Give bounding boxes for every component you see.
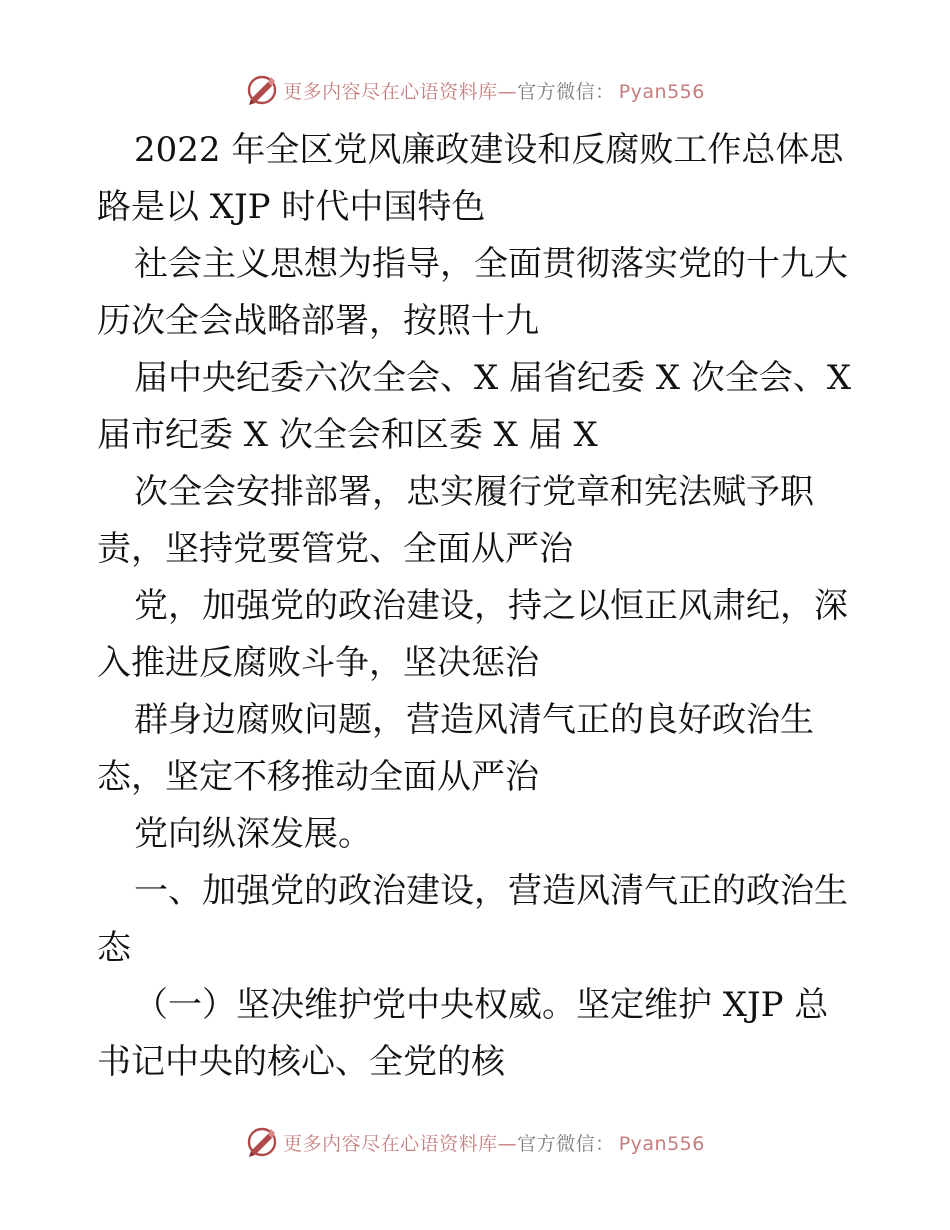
body-text-line: 责，坚持党要管党、全面从严治 (97, 529, 573, 569)
banner-wechat-label: 官方微信： (517, 1132, 615, 1155)
banner-wechat-id: Pyan556 (618, 1132, 705, 1155)
body-text-line: 态 (97, 928, 131, 968)
banner-wechat-id: Pyan556 (618, 80, 705, 103)
pen-logo-icon (245, 1125, 279, 1159)
body-text-line: 书记中央的核心、全党的核 (97, 1042, 505, 1082)
banner-title: 更多内容尽在心语资料库 (283, 80, 498, 103)
body-text-line: （一）坚决维护党中央权威。坚定维护 XJP 总 (134, 985, 829, 1025)
body-text-line: 2022 年全区党风廉政建设和反腐败工作总体思 (134, 130, 844, 170)
body-text-line: 历次全会战略部署，按照十九 (97, 301, 539, 341)
banner-wechat-label: 官方微信： (517, 80, 615, 103)
body-text-line: 届市纪委 X 次全会和区委 X 届 X (97, 415, 598, 455)
body-text-line: 态，坚定不移推动全面从严治 (97, 757, 539, 797)
body-text-line: 次全会安排部署，忠实履行党章和宪法赋予职 (134, 472, 814, 512)
pen-logo-icon (245, 73, 279, 107)
banner-title: 更多内容尽在心语资料库 (283, 1132, 498, 1155)
document-body (97, 122, 857, 1091)
footer-watermark-banner (0, 1122, 950, 1162)
body-text-line: 党向纵深发展。 (134, 814, 372, 854)
body-text-line: 入推进反腐败斗争，坚决惩治 (97, 643, 539, 683)
body-text-line: 党，加强党的政治建设，持之以恒正风肃纪，深 (134, 586, 848, 626)
body-text-line: 社会主义思想为指导，全面贯彻落实党的十九大 (134, 244, 848, 284)
header-watermark-banner (0, 70, 950, 110)
body-text-line: 群身边腐败问题，营造风清气正的良好政治生 (134, 700, 814, 740)
banner-separator: — (497, 1132, 518, 1155)
body-text-line: 届中央纪委六次全会、X 届省纪委 X 次全会、X (134, 358, 852, 398)
body-text-line: 路是以 XJP 时代中国特色 (97, 187, 486, 227)
banner-separator: — (497, 80, 518, 103)
body-text-line: 一、加强党的政治建设，营造风清气正的政治生 (134, 871, 848, 911)
banner-text (283, 1129, 705, 1156)
banner-text (283, 77, 705, 104)
